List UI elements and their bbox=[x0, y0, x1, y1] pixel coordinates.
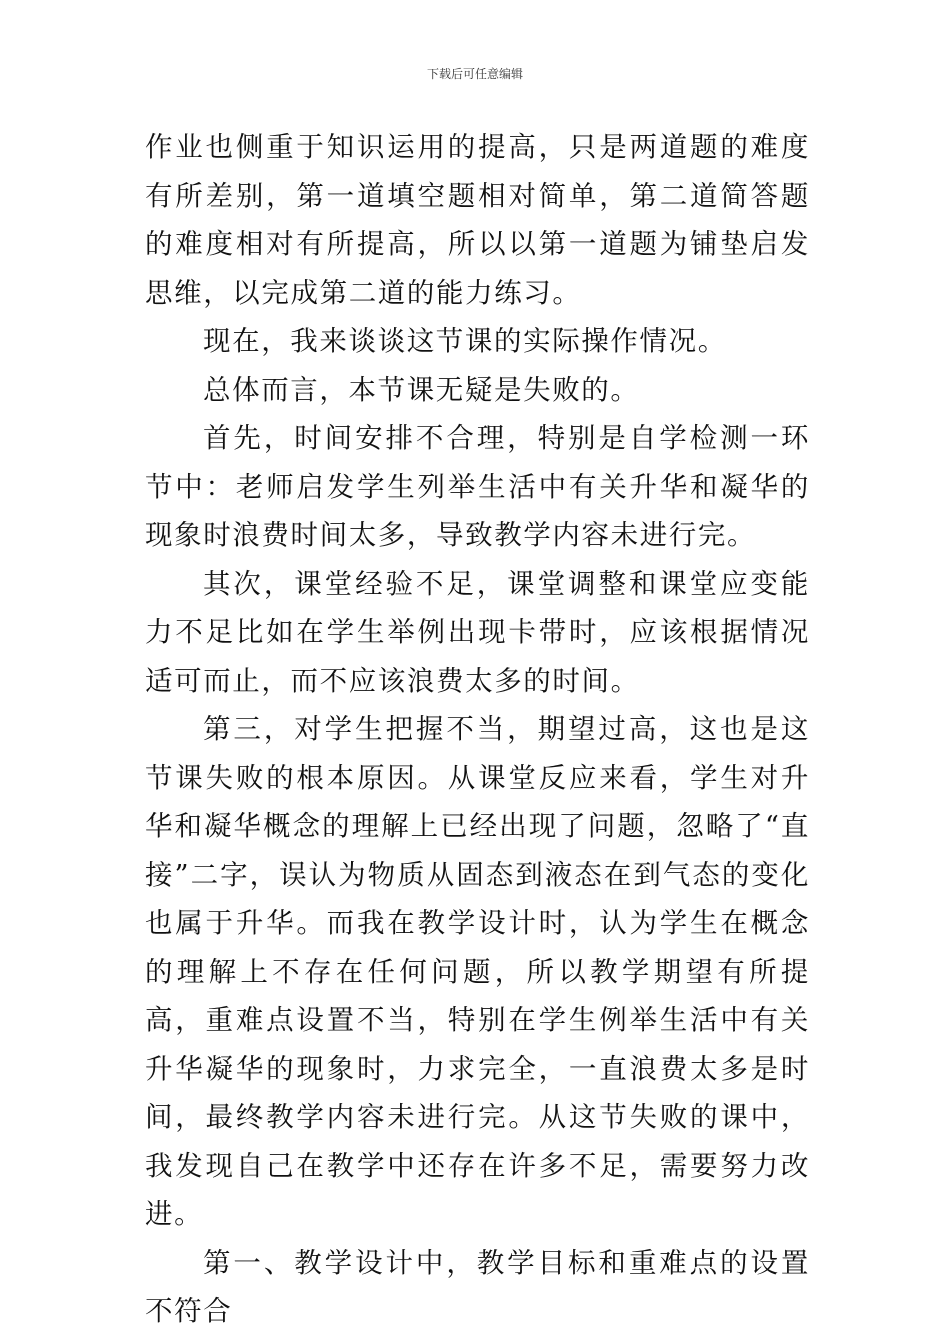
paragraph-design-issue: 第一、教学设计中，教学目标和重难点的设置不符合 bbox=[145, 1246, 810, 1327]
paragraph-second: 其次，课堂经验不足，课堂调整和课堂应变能力不足比如在学生举例出现卡带时，应该根据情况适可而止，而不应该浪费太多的时间。 bbox=[145, 567, 810, 697]
paragraph-third: 第三，对学生把握不当，期望过高，这也是这节课失败的根本原因。从课堂反应来看，学生对升华和凝华概念的理解上已经出现了问题，忽略了“直接”二字，误认为物质从固态到液态在到气态的变化也属于升华。而我在教学设计时，认为学生在概念的理解上不存在任何问题，所以教学期望有所提高，重难点设置不当，特别在学生例举生活中有关升华凝华的现象时，力求完全，一直浪费太多是时间，最终教学内容未进行完。从这节失败的课中，我发现自己在教学中还存在许多不足，需要努力改进。 bbox=[145, 713, 810, 1230]
paragraph-homework: 作业也侧重于知识运用的提高，只是两道题的难度有所差别，第一道填空题相对简单，第二道简答题的难度相对有所提高，所以以第一道题为铺垫启发思维，以完成第二道的能力练习。 bbox=[145, 131, 810, 309]
paragraph-intro-practice: 现在，我来谈谈这节课的实际操作情况。 bbox=[203, 325, 727, 357]
paragraph-first: 首先，时间安排不合理，特别是自学检测一环节中：老师启发学生列举生活中有关升华和凝华的现象时浪费时间太多，导致教学内容未进行完。 bbox=[145, 422, 810, 551]
paragraph-overall: 总体而言，本节课无疑是失败的。 bbox=[203, 373, 640, 406]
page-header: 下载后可任意编辑 bbox=[426, 67, 523, 81]
document-body bbox=[145, 123, 810, 1336]
